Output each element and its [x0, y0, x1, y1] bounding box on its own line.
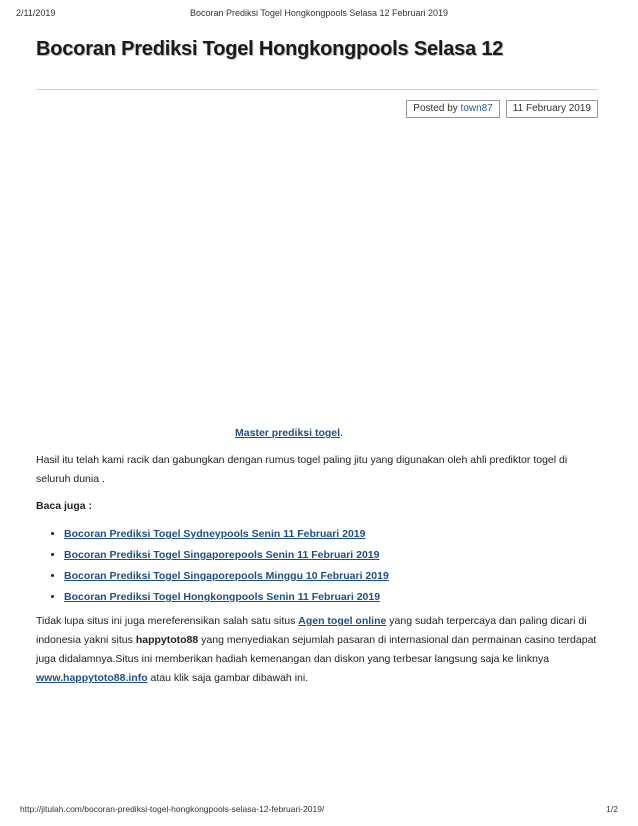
p2-text-1: Tidak lupa situs ini juga mereferensikan salah satu situs [36, 615, 299, 627]
page-number: 1/2 [606, 804, 618, 814]
intro-paragraph: Hasil itu telah kami racik dan gabungkan dengan rumus togel paling jitu yang digunakan oleh ahli prediktor togel di seluruh dunia . [36, 454, 568, 485]
post-title: Bocoran Prediksi Togel Hongkongpools Selasa 12 [36, 38, 504, 60]
posted-by-box [406, 100, 500, 118]
related-link[interactable]: Bocoran Prediksi Togel Singaporepools Minggu 10 Februari 2019 [64, 570, 389, 582]
agen-togel-link[interactable]: Agen togel online [298, 615, 387, 627]
post-date-box: 11 February 2019 [506, 100, 598, 118]
post-meta [406, 100, 598, 118]
post-content [36, 424, 602, 696]
print-footer [20, 804, 618, 816]
happytoto-site-link[interactable]: www.happytoto88.info [36, 672, 148, 684]
print-url: http://jitulah.com/bocoran-prediksi-togel-hongkongpools-selasa-12-februari-2019/ [20, 804, 325, 814]
list-item [64, 524, 602, 545]
print-header [16, 8, 622, 22]
author-link[interactable]: town87 [460, 103, 493, 114]
related-links-list [36, 524, 602, 608]
p2-text-3: yang menyediakan sejumlah pasaran di internasional dan permainan casino terdapat juga didalamnya.Situs ini memberikan hadiah kemenangan dan diskon yang terbesar langsung saja ke linknya [36, 634, 597, 665]
p2-text-4: atau klik saja gambar dibawah ini. [147, 672, 309, 684]
related-link[interactable]: Bocoran Prediksi Togel Sydneypools Senin 11 Februari 2019 [64, 528, 366, 540]
p2-text-2: yang sudah terpercaya dan paling dicari di indonesia yakni situs [36, 615, 587, 646]
print-date: 2/11/2019 [16, 8, 56, 18]
print-document-title: Bocoran Prediksi Togel Hongkongpools Selasa 12 Februari 2019 [190, 8, 448, 18]
related-link[interactable]: Bocoran Prediksi Togel Hongkongpools Senin 11 Februari 2019 [64, 591, 381, 603]
master-suffix: . [340, 427, 343, 439]
blank-image-area [36, 130, 598, 410]
related-link[interactable]: Bocoran Prediksi Togel Singaporepools Senin 11 Februari 2019 [64, 549, 380, 561]
posted-by-label: Posted by [413, 103, 458, 114]
master-link-line [36, 424, 602, 443]
happytoto-bold: happytoto88 [135, 634, 199, 646]
list-item [64, 545, 602, 566]
baca-juga-heading: Baca juga : [36, 500, 93, 512]
closing-paragraph [36, 612, 602, 688]
list-item [64, 566, 602, 587]
list-item [64, 587, 602, 608]
title-divider [36, 89, 598, 90]
master-prediksi-link[interactable]: Master prediksi togel [235, 427, 341, 439]
